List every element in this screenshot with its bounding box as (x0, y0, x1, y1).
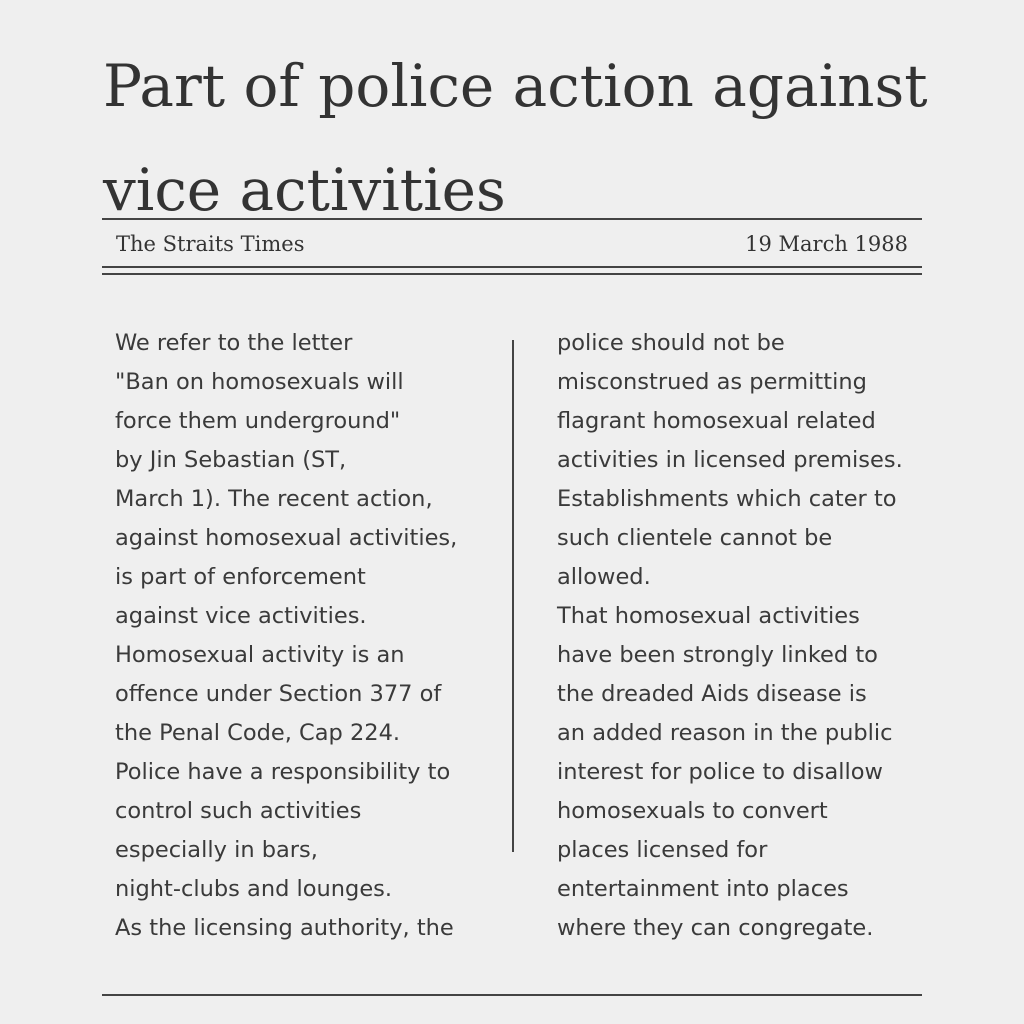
headline-line-1: Part of police action against (103, 52, 928, 120)
article-line: force them underground" (115, 408, 401, 434)
article-column-left (115, 324, 495, 948)
article-line: the Penal Code, Cap 224. (115, 720, 401, 746)
article-line: March 1). The recent action, (115, 486, 433, 512)
article-line: against homosexual activities, (115, 525, 458, 551)
article-line: offence under Section 377 of (115, 681, 442, 707)
article-line: entertainment into places (557, 876, 849, 902)
headline-line-2: vice activities (103, 156, 506, 224)
article-line: especially in bars, (115, 837, 318, 863)
article-line: the dreaded Aids disease is (557, 681, 867, 707)
article-line: have been strongly linked to (557, 642, 878, 668)
headline (103, 34, 933, 242)
bottom-rule (102, 994, 922, 996)
article-line: night-clubs and lounges. (115, 876, 393, 902)
masthead (116, 228, 908, 260)
article-line: an added reason in the public (557, 720, 893, 746)
article-line: Homosexual activity is an (115, 642, 405, 668)
article-line: misconstrued as permitting (557, 369, 867, 395)
article-column-right (557, 324, 937, 948)
article-line: We refer to the letter (115, 330, 353, 356)
article-line: flagrant homosexual related (557, 408, 876, 434)
masthead-rule-upper (102, 266, 922, 268)
article-line: by Jin Sebastian (ST, (115, 447, 347, 473)
article-line: allowed. (557, 564, 651, 590)
article-line: police should not be (557, 330, 785, 356)
article-line: where they can congregate. (557, 915, 874, 941)
article-line: Establishments which cater to (557, 486, 897, 512)
column-divider (512, 340, 514, 852)
publication-date: 19 March 1988 (745, 232, 908, 256)
article-line: "Ban on homosexuals will (115, 369, 404, 395)
publication-name: The Straits Times (116, 232, 305, 256)
article-line: against vice activities. (115, 603, 367, 629)
article-line: is part of enforcement (115, 564, 366, 590)
masthead-rule-lower (102, 273, 922, 275)
article-line: That homosexual activities (557, 603, 860, 629)
top-rule (102, 218, 922, 220)
article-line: interest for police to disallow (557, 759, 883, 785)
article-line: homosexuals to convert (557, 798, 828, 824)
article-line: Police have a responsibility to (115, 759, 451, 785)
article-line: As the licensing authority, the (115, 915, 454, 941)
article-line: such clientele cannot be (557, 525, 833, 551)
article-line: activities in licensed premises. (557, 447, 903, 473)
article-line: places licensed for (557, 837, 768, 863)
article-line: control such activities (115, 798, 362, 824)
